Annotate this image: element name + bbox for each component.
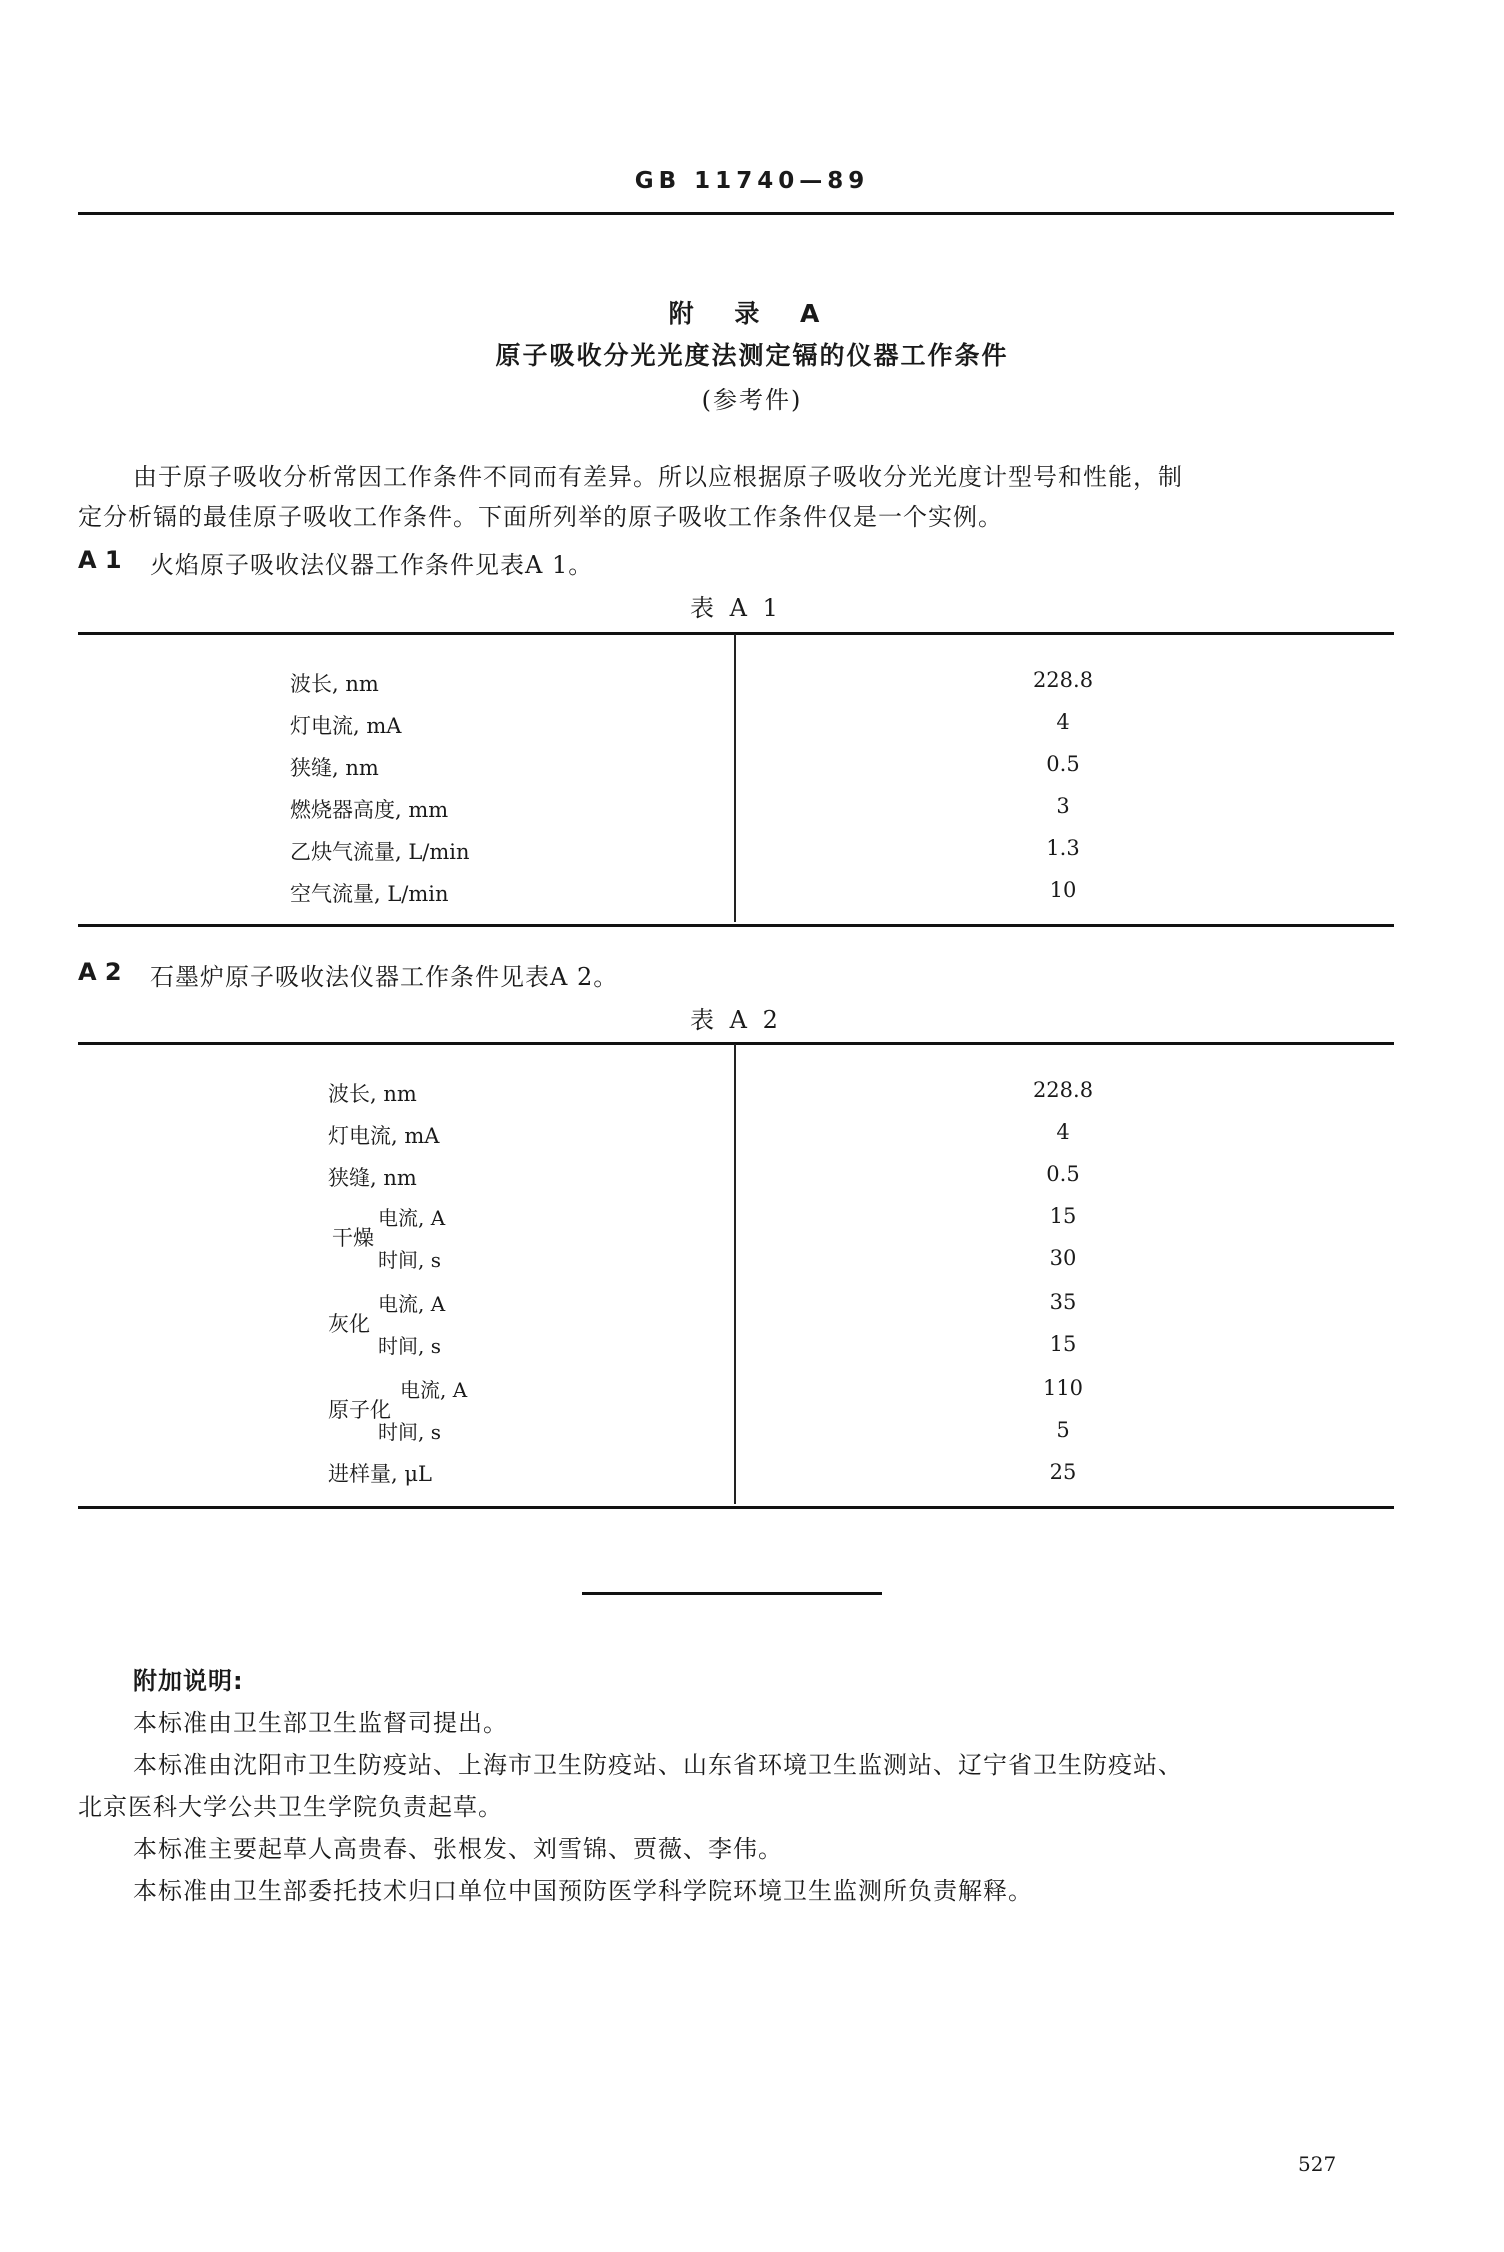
table-a1-param: 狭缝, nm [290, 756, 379, 780]
table-a2-param: 灯电流, mA [328, 1124, 440, 1148]
table-a2-atomization-time-label: 时间, s [378, 1420, 441, 1444]
table-a1-param: 灯电流, mA [290, 714, 402, 738]
table-a2-value: 25 [1049, 1460, 1077, 1484]
table-a2-drying-current-value: 15 [1049, 1204, 1077, 1228]
table-a2-group-drying: 干燥 [332, 1226, 374, 1250]
page-number: 527 [1298, 2152, 1337, 2176]
table-a1-param: 波长, nm [290, 672, 379, 696]
end-of-standard-rule [582, 1592, 882, 1595]
table-a2-value: 0.5 [1046, 1162, 1080, 1186]
table-a2-value: 228.8 [1032, 1078, 1094, 1102]
table-a1-bottom-rule [78, 924, 1394, 927]
notes-heading: 附加说明: [133, 1667, 244, 1695]
intro-line-2: 定分析镉的最佳原子吸收工作条件。下面所列举的原子吸收工作条件仅是一个实例。 [78, 503, 1003, 531]
table-a1-param: 乙炔气流量, L/min [290, 840, 470, 864]
section-a1-label: A 1 [78, 546, 122, 574]
appendix-subtitle: 原子吸收分光光度法测定镉的仪器工作条件 [495, 341, 1009, 370]
section-a2-label: A 2 [78, 958, 122, 986]
table-a1-param: 空气流量, L/min [290, 882, 449, 906]
table-a1-value: 228.8 [1032, 668, 1094, 692]
section-a2-text: 石墨炉原子吸收法仪器工作条件见表A 2。 [150, 963, 619, 991]
table-a1-value: 0.5 [1046, 752, 1080, 776]
standard-number: GB 11740—89 [634, 168, 870, 194]
table-a2-ashing-current-value: 35 [1049, 1290, 1077, 1314]
table-a1-caption: 表 A 1 [690, 594, 782, 622]
table-a2-drying-current-label: 电流, A [378, 1206, 446, 1230]
table-a1-value: 1.3 [1046, 836, 1080, 860]
table-a2-drying-time-value: 30 [1049, 1246, 1077, 1270]
header-rule [78, 212, 1394, 215]
table-a2-divider [734, 1044, 736, 1504]
notes-line-2b: 北京医科大学公共卫生学院负责起草。 [78, 1793, 503, 1821]
table-a2-drying-time-label: 时间, s [378, 1248, 441, 1272]
table-a1-param: 燃烧器高度, mm [290, 798, 449, 822]
appendix-title: 附 录 A [668, 299, 836, 328]
table-a2-ashing-time-label: 时间, s [378, 1334, 441, 1358]
intro-line-1: 由于原子吸收分析常因工作条件不同而有差异。所以应根据原子吸收分光光度计型号和性能，制 [133, 463, 1183, 491]
table-a1-value: 10 [1049, 878, 1077, 902]
table-a2-bottom-rule [78, 1506, 1394, 1509]
notes-line-2a: 本标准由沈阳市卫生防疫站、上海市卫生防疫站、山东省环境卫生监测站、辽宁省卫生防疫站、 [133, 1751, 1183, 1779]
table-a2-top-rule [78, 1042, 1394, 1045]
table-a2-group-ashing: 灰化 [328, 1312, 370, 1336]
table-a2-caption: 表 A 2 [690, 1006, 782, 1034]
table-a1-divider [734, 634, 736, 922]
table-a1-top-rule [78, 632, 1394, 635]
table-a2-ashing-current-label: 电流, A [378, 1292, 446, 1316]
table-a2-atomization-current-value: 110 [1042, 1376, 1084, 1400]
table-a2-atomization-current-label: 电流, A [400, 1378, 468, 1402]
notes-line-1: 本标准由卫生部卫生监督司提出。 [133, 1709, 508, 1737]
table-a2-value: 4 [1056, 1120, 1070, 1144]
notes-line-4: 本标准由卫生部委托技术归口单位中国预防医学科学院环境卫生监测所负责解释。 [133, 1877, 1033, 1905]
section-a1-text: 火焰原子吸收法仪器工作条件见表A 1。 [150, 551, 594, 579]
table-a2-ashing-time-value: 15 [1049, 1332, 1077, 1356]
notes-line-3: 本标准主要起草人高贵春、张根发、刘雪锦、贾薇、李伟。 [133, 1835, 783, 1863]
table-a2-atomization-time-value: 5 [1056, 1418, 1070, 1442]
table-a1-value: 3 [1056, 794, 1070, 818]
table-a1-value: 4 [1056, 710, 1070, 734]
table-a2-param: 进样量, μL [328, 1462, 432, 1486]
table-a2-param: 波长, nm [328, 1082, 417, 1106]
table-a2-param: 狭缝, nm [328, 1166, 417, 1190]
appendix-note: (参考件) [701, 386, 803, 414]
table-a2-group-atomization: 原子化 [328, 1398, 391, 1422]
